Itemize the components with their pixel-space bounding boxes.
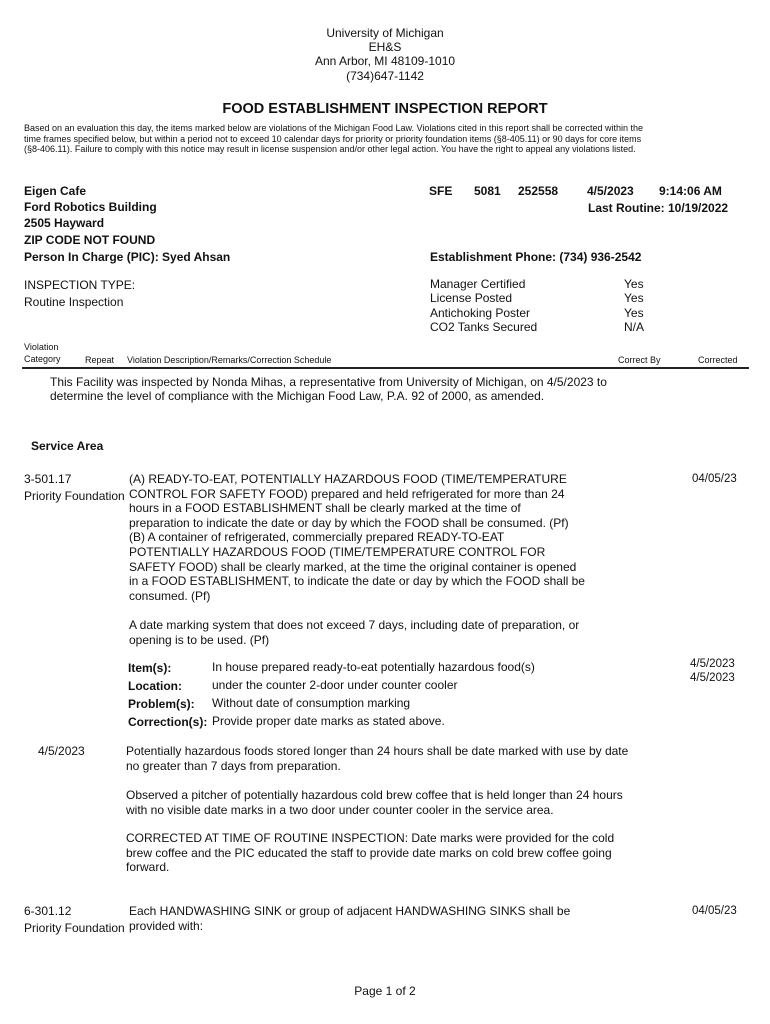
establishment-street: 2505 Hayward xyxy=(24,216,105,230)
establishment-building: Ford Robotics Building xyxy=(24,200,157,214)
department: EH&S xyxy=(368,40,402,54)
detail-label: Item(s): xyxy=(128,661,172,675)
violation-line: hours in a FOOD ESTABLISHMENT shall be clearly marked at the time of xyxy=(129,501,521,516)
observation-line: with no visible date marks in a two door under counter cooler in the service area. xyxy=(126,802,554,817)
org-address: Ann Arbor, MI 48109-1010 xyxy=(314,54,456,68)
violation-code: 6-301.12 xyxy=(24,904,72,918)
violation-line: in a FOOD ESTABLISHMENT, to indicate the date or day by which the FOOD shall be xyxy=(129,574,585,589)
detail-label: Location: xyxy=(128,679,182,693)
report-title: FOOD ESTABLISHMENT INSPECTION REPORT xyxy=(222,101,548,117)
violation-description xyxy=(129,904,570,933)
violation-line: (B) A container of refrigerated, commercially prepared READY-TO-EAT xyxy=(129,530,505,545)
intro-line: time frames specified below, but within a period not to exceed 10 calendar days for priority or priority foundation items (§8-405.11) or 90 days for core items xyxy=(24,133,642,144)
violation-line: (A) READY-TO-EAT, POTENTIALLY HAZARDOUS FOOD (TIME/TEMPERATURE xyxy=(129,472,567,486)
last-routine: Last Routine: 10/19/2022 xyxy=(588,201,729,215)
inspection-type-value: Routine Inspection xyxy=(24,295,124,309)
violation-line: consumed. (Pf) xyxy=(129,588,211,603)
check-value: Yes xyxy=(624,277,644,291)
observation-line: Observed a pitcher of potentially hazardous cold brew coffee that is held longer than 24 hours xyxy=(126,788,623,802)
establishment-phone: Establishment Phone: (734) 936-2542 xyxy=(430,250,642,264)
violation-code: 3-501.17 xyxy=(24,472,72,486)
check-label: Antichoking Poster xyxy=(430,306,531,320)
violation-correct-by: 04/05/23 xyxy=(692,473,737,485)
detail-value: Without date of consumption marking xyxy=(212,696,411,710)
violation-extra-line: opening is to be used. (Pf) xyxy=(129,632,270,647)
corrected-line: brew coffee and the PIC educated the staff to provide date marks on cold brew coffee going xyxy=(126,845,612,860)
detail-date: 4/5/2023 xyxy=(690,658,735,670)
intro-line: Based on an evaluation this day, the items marked below are violations of the Michigan Food Law. Violations cited in this report shall be corrected within the xyxy=(24,123,644,133)
establishment-code-1: 5081 xyxy=(474,184,501,198)
corrected-text xyxy=(126,831,614,875)
establishment-zip: ZIP CODE NOT FOUND xyxy=(24,233,156,247)
violation-extra-line: A date marking system that does not exceed 7 days, including date of preparation, or xyxy=(129,618,580,632)
page-number: Page 1 of 2 xyxy=(354,984,416,998)
check-value: Yes xyxy=(624,291,644,305)
column-correct-by: Correct By xyxy=(618,355,661,365)
violation-line: Each HANDWASHING SINK or group of adjacent HANDWASHING SINKS shall be xyxy=(129,904,571,918)
detail-value: Provide proper date marks as stated above. xyxy=(212,714,445,728)
check-value: N/A xyxy=(624,320,645,334)
violation-category: Priority Foundation xyxy=(24,489,125,503)
check-label: CO2 Tanks Secured xyxy=(430,320,538,334)
check-label: License Posted xyxy=(430,291,513,305)
violation-line: POTENTIALLY HAZARDOUS FOOD (TIME/TEMPERATURE CONTROL FOR xyxy=(129,544,546,559)
inspection-type-label: INSPECTION TYPE: xyxy=(24,278,136,292)
check-label: Manager Certified xyxy=(430,277,526,291)
note-text xyxy=(126,744,628,773)
detail-date: 4/5/2023 xyxy=(690,672,735,684)
violation-line: provided with: xyxy=(129,918,204,933)
violation-line: preparation to indicate the date or day by which the FOOD shall be consumed. (Pf) xyxy=(129,515,569,530)
observation-text xyxy=(126,788,623,817)
violation-correct-by: 04/05/23 xyxy=(692,905,737,917)
person-in-charge: Person In Charge (PIC): Syed Ahsan xyxy=(24,250,231,264)
detail-value: under the counter 2-door under counter cooler xyxy=(212,678,458,692)
summary-line: determine the level of compliance with the Michigan Food Law, P.A. 92 of 2000, as amended. xyxy=(50,389,545,403)
establishment-type: SFE xyxy=(429,184,453,198)
intro-line: (§8-406.11). Failure to comply with this notice may result in license suspension and/or other legal action. You have the right to appeal any violations listed. xyxy=(24,144,636,154)
column-repeat: Repeat xyxy=(85,355,115,365)
violation-line: SAFETY FOOD) shall be clearly marked, at the time the original container is opened xyxy=(129,559,577,574)
intro-text xyxy=(24,123,643,155)
corrected-line: forward. xyxy=(126,860,170,875)
inspection-date: 4/5/2023 xyxy=(587,184,634,198)
summary-line: This Facility was inspected by Nonda Mihas, a representative from University of Michigan, on 4/5/2023 to xyxy=(50,375,607,389)
column-description: Violation Description/Remarks/Correction Schedule xyxy=(127,355,332,365)
violation-line: CONTROL FOR SAFETY FOOD) prepared and held refrigerated for more than 24 xyxy=(129,486,565,501)
column-violation: Violation xyxy=(24,342,59,352)
note-date: 4/5/2023 xyxy=(38,744,85,758)
violation-extra xyxy=(129,618,579,647)
inspection-time: 9:14:06 AM xyxy=(659,184,722,198)
org-name: University of Michigan xyxy=(326,26,444,40)
inspection-summary xyxy=(50,375,607,403)
column-corrected: Corrected xyxy=(698,355,738,365)
area-heading: Service Area xyxy=(31,439,104,453)
establishment-code-2: 252558 xyxy=(518,184,559,198)
violation-description xyxy=(129,472,585,603)
detail-value: In house prepared ready-to-eat potentially hazardous food(s) xyxy=(212,660,535,674)
note-line: Potentially hazardous foods stored longer than 24 hours shall be date marked with use by date xyxy=(126,744,629,758)
detail-label: Correction(s): xyxy=(128,715,208,729)
org-phone: (734)647-1142 xyxy=(346,69,424,83)
note-line: no greater than 7 days from preparation. xyxy=(126,758,341,773)
violation-category: Priority Foundation xyxy=(24,921,125,935)
corrected-line: CORRECTED AT TIME OF ROUTINE INSPECTION: Date marks were provided for the cold xyxy=(126,831,615,845)
check-value: Yes xyxy=(624,306,644,320)
detail-label: Problem(s): xyxy=(128,697,195,711)
column-category: Category xyxy=(24,354,61,364)
establishment-name: Eigen Cafe xyxy=(24,184,87,198)
header-divider xyxy=(22,367,749,369)
